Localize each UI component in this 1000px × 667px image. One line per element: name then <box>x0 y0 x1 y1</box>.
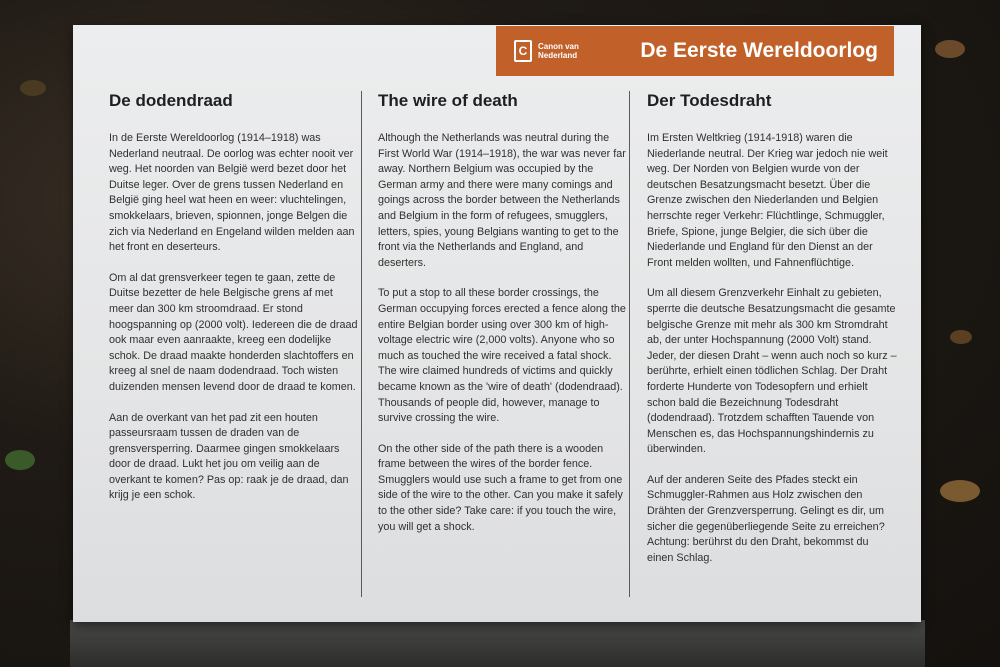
paragraph: Aan de overkant van het pad zit een houten passeursraam tussen de draden van de grensversperring. Daarmee gingen smokkelaars door de draad. Lukt het jou om veilig aan de overkant te komen? Pas op: raak je de draad, dan krijg je een schok. <box>109 411 349 502</box>
canon-logo-text: Canon van Nederland <box>538 42 579 60</box>
background-leaf <box>5 450 35 470</box>
logo-letter: C <box>518 44 528 58</box>
paragraph: To put a stop to all these border crossings, the German occupying forces erected a fence along the entire Belgian border using over 300 km of high-voltage electric wire (2,000 volts). Anyone who so much as touched the wire received a fatal shock. The wire claimed hundreds of victims and quickly became known as the 'wire of death' (dodendraad). Thousands of people did, however, manage to survive crossing the wire. <box>378 287 626 425</box>
paragraph: In de Eerste Wereldoorlog (1914–1918) was Nederland neutraal. De oorlog was echter nooit ver weg. Het noorden van België werd bezet door het Duitse leger. Over de grens tussen Nederland en België ging heel wat heen en weer: vluchtelingen, smokkelaars, brieven, spionnen, jonge Belgen die zich via Nederland en Engeland wilden melden aan het front en deserteurs. <box>109 132 355 254</box>
canon-logo-icon <box>514 40 532 62</box>
paragraph: Im Ersten Weltkrieg (1914-1918) waren die Niederlande neutral. Der Krieg war jedoch nie weit weg. Der Norden von Belgien wurde von der deutschen Besatzungsmacht besetzt. Über die Grenze zwischen den Niederlanden und Belgien herrschte reger Verkehr: Flüchtlinge, Schmuggler, Briefe, Spione, junge Belgier, die sich über die Niederlande und England für den Dienst an der Front melden wollten, und Fahnenflüchtige. <box>647 132 888 269</box>
column-divider <box>361 91 362 597</box>
column-divider <box>629 91 630 597</box>
background-leaf <box>940 480 980 502</box>
background-leaf <box>935 40 965 58</box>
paragraph: Auf der anderen Seite des Pfades steckt ein Schmuggler-Rahmen aus Holz zwischen den Drähten der Grenzversperrung. Gelingt es dir, um sicher die gegenüberliegende Seite zu erreichen? Achtung: berührst du den Draht, bekommst du einen Schlag. <box>647 473 885 564</box>
background-leaf <box>950 330 972 344</box>
column-heading: Der Todesdraht <box>647 91 772 110</box>
title-banner <box>496 26 894 76</box>
german-column <box>647 91 897 581</box>
information-sign <box>73 25 921 622</box>
column-heading: The wire of death <box>378 91 518 110</box>
paragraph: Um all diesem Grenzverkehr Einhalt zu gebieten, sperrte die deutsche Besatzungsmacht die gesamte belgische Grenze mit mehr als 300 km Stromdraht ab, der unter Hochspannung (2000 Volt) stand. Jeder, der diesen Draht – wenn auch noch so kurz – berührte, erhielt einen tödlichen Schlag. Der Draht forderte Hunderte von Todesopfern und erhielt schon bald die Bezeichnung Todesdraht (dodendraad). Trotzdem schafften Tauende von Menschen es, das Hochspannungshindernis zu überwinden. <box>647 287 897 456</box>
background-leaf <box>20 80 46 96</box>
paragraph: Om al dat grensverkeer tegen te gaan, zette de Duitse bezetter de hele Belgische grens af met meer dan 300 km stroomdraad. Er stond hoogspanning op (2000 volt). Iedereen die de draad ook maar even aanraakte, kreeg een dodelijke schok. De draad maakte honderden slachtoffers en kreeg al snel de naam dodendraad. Toch wisten duizenden mensen levend door de draad te komen. <box>109 271 358 393</box>
column-heading: De dodendraad <box>109 91 233 110</box>
sign-title: De Eerste Wereldoorlog <box>640 39 878 62</box>
paragraph: Although the Netherlands was neutral during the First World War (1914–1918), the war was never far away. Northern Belgium was occupied by the German army and there were many comings and goings across the border between the Netherlands and Belgium in the form of refugees, smugglers, letters, spies, young Belgians wanting to get to the front via the Netherlands and England, and deserters. <box>378 132 626 269</box>
sign-post <box>70 620 925 667</box>
paragraph: On the other side of the path there is a wooden frame between the wires of the border fence. Smugglers would use such a frame to get from one side of the wire to the other. Can you make it safely to the other side? Take care: if you touch the wire, you will get a shock. <box>378 442 623 533</box>
dutch-column <box>109 91 359 519</box>
english-column <box>378 91 628 550</box>
